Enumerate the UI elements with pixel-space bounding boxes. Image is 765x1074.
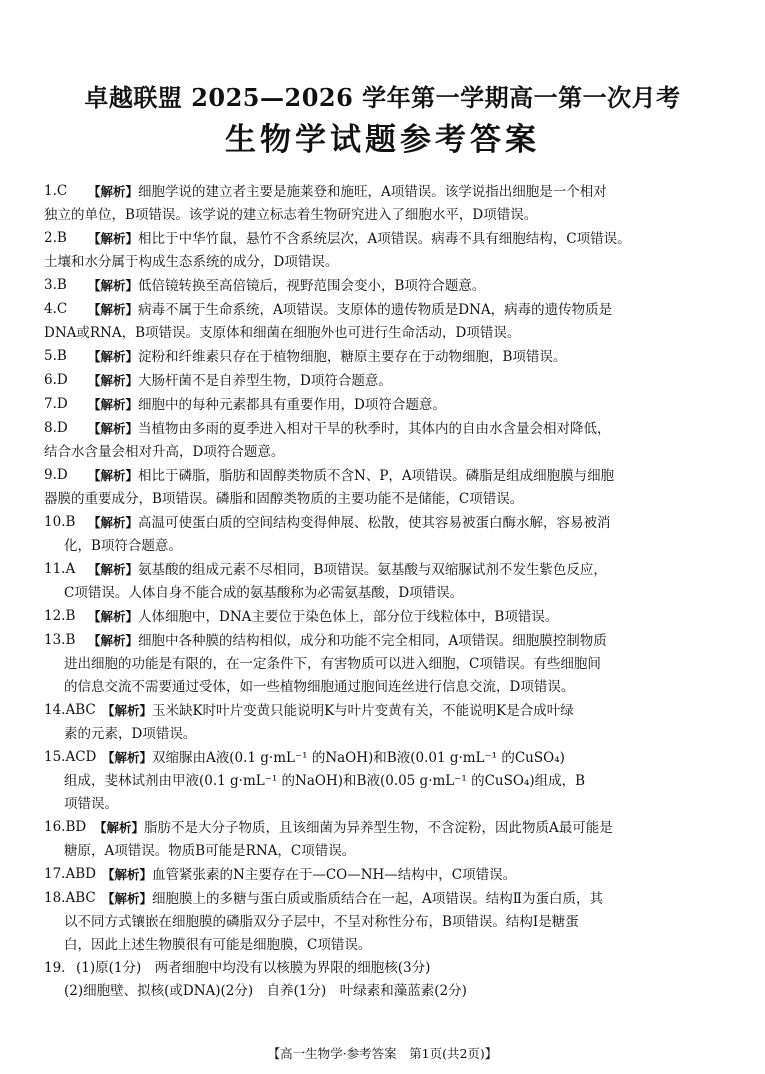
- analysis-tag: 【解析】: [88, 421, 139, 436]
- analysis-tag: 【解析】: [88, 468, 139, 483]
- answer-number: 17.ABD: [44, 866, 96, 882]
- answer-item: [44, 887, 724, 911]
- answer-number: 1.C: [44, 183, 68, 199]
- answer-item: [44, 180, 724, 204]
- answer-item: [44, 511, 724, 535]
- answer-text: 细胞学说的建立者主要是施莱登和施旺，A项错误。该学说指出细胞是一个相对: [138, 184, 607, 200]
- answer-list: [44, 180, 724, 1003]
- answer-continuation: 进出细胞的功能是有限的，在一定条件下，有害物质可以进入细胞，C项错误。有些细胞间: [64, 656, 601, 672]
- answer-text: 当植物由多雨的夏季进入相对干旱的秋季时，其体内的自由水含量会相对降低，: [138, 421, 611, 437]
- answer-number: 7.D: [44, 396, 68, 412]
- answer-number: 2.B: [44, 230, 67, 246]
- answer-continuation: 项错误。: [64, 796, 118, 812]
- answer-item: [44, 417, 724, 441]
- answer-continuation: 化，B项符合题意。: [64, 538, 182, 554]
- page-footer: 【高一生物学·参考答案 第1页(共2页)】: [267, 1046, 498, 1061]
- analysis-tag: 【解析】: [88, 278, 139, 293]
- answer-item: [44, 957, 724, 980]
- analysis-tag: 【解析】: [88, 562, 139, 577]
- analysis-tag: 【解析】: [88, 633, 139, 648]
- answer-number: 19.: [44, 960, 66, 976]
- analysis-tag: 【解析】: [88, 349, 139, 364]
- answer-text: 淀粉和纤维素只存在于植物细胞，糖原主要存在于动物细胞，B项错误。: [138, 349, 567, 365]
- answer-text: 相比于中华竹鼠，悬竹不含系统层次，A项错误。病毒不具有细胞结构，C项错误。: [138, 231, 631, 247]
- answer-text: 细胞中的每种元素都具有重要作用，D项符合题意。: [138, 397, 446, 413]
- analysis-tag: 【解析】: [102, 867, 153, 882]
- answer-item: [44, 699, 724, 723]
- answer-number: 14.ABC: [44, 702, 96, 718]
- answer-continuation: 素的元素，D项错误。: [64, 726, 197, 742]
- answer-text: 细胞膜上的多糖与蛋白质或脂质结合在一起，A项错误。结构Ⅱ为蛋白质，其: [152, 891, 603, 907]
- analysis-tag: 【解析】: [102, 750, 153, 765]
- answer-continuation: 器膜的重要成分，B项错误。磷脂和固醇类物质的主要功能不是储能，C项错误。: [44, 491, 524, 507]
- answer-number: 11.A: [44, 561, 76, 577]
- analysis-tag: 【解析】: [102, 703, 153, 718]
- answer-number: 9.D: [44, 467, 68, 483]
- answer-key-title: 生物学试题参考答案: [225, 122, 540, 158]
- answer-continuation: 组成，斐林试剂由甲液(0.1 g·mL⁻¹ 的NaOH)和B液(0.05 g·mL⁻¹ 的CuSO₄)组成，B: [64, 773, 586, 789]
- answer-item: [44, 816, 724, 840]
- analysis-tag: 【解析】: [88, 609, 139, 624]
- analysis-tag: 【解析】: [94, 820, 145, 835]
- answer-item: [44, 393, 724, 417]
- answer-item: [44, 746, 724, 770]
- answer-continuation: 糖原，A项错误。物质B可能是RNA，C项错误。: [64, 843, 356, 859]
- answer-item: [44, 464, 724, 488]
- answer-text: 相比于磷脂，脂肪和固醇类物质不含N、P，A项错误。磷脂是组成细胞膜与细胞: [138, 468, 615, 484]
- answer-text: 玉米缺K时叶片变黄只能说明K与叶片变黄有关，不能说明K是合成叶绿: [152, 703, 574, 719]
- answer-continuation: (2)细胞壁、拟核(或DNA)(2分) 自养(1分) 叶绿素和藻蓝素(2分): [64, 983, 467, 999]
- answer-continuation: 以不同方式镶嵌在细胞膜的磷脂双分子层中，不呈对称性分布，B项错误。结构Ⅰ是糖蛋: [64, 914, 579, 930]
- answer-continuation: C项错误。人体自身不能合成的氨基酸称为必需氨基酸，D项错误。: [64, 585, 464, 601]
- answer-item: [44, 227, 724, 251]
- answer-item: [44, 345, 724, 369]
- answer-continuation: DNA或RNA，B项错误。支原体和细菌在细胞外也可进行生命活动，D项错误。: [44, 325, 521, 341]
- answer-item: [44, 605, 724, 629]
- answer-text: 氨基酸的组成元素不尽相同，B项错误。氨基酸与双缩脲试剂不发生紫色反应，: [138, 562, 607, 578]
- answer-continuation: 土壤和水分属于构成生态系统的成分，D项错误。: [44, 254, 339, 270]
- analysis-tag: 【解析】: [88, 373, 139, 388]
- exam-title: 卓越联盟 2025—2026 学年第一学期高一第一次月考: [84, 83, 681, 112]
- answer-text: 人体细胞中，DNA主要位于染色体上，部分位于线粒体中，B项错误。: [138, 609, 559, 625]
- analysis-tag: 【解析】: [102, 891, 153, 906]
- answer-number: 3.B: [44, 277, 67, 293]
- answer-number: 6.D: [44, 372, 68, 388]
- answer-continuation: 独立的单位，B项错误。该学说的建立标志着生物研究进入了细胞水平，D项错误。: [44, 207, 538, 223]
- answer-item: [44, 274, 724, 298]
- answer-text: 病毒不属于生命系统，A项错误。支原体的遗传物质是DNA，病毒的遗传物质是: [138, 302, 613, 318]
- analysis-tag: 【解析】: [88, 302, 139, 317]
- answer-text: 双缩脲由A液(0.1 g·mL⁻¹ 的NaOH)和B液(0.01 g·mL⁻¹ 的CuSO₄): [152, 750, 565, 766]
- answer-number: 5.B: [44, 348, 67, 364]
- answer-item: [44, 298, 724, 322]
- analysis-tag: 【解析】: [88, 184, 139, 199]
- answer-number: 18.ABC: [44, 890, 96, 906]
- answer-text: 大肠杆菌不是自养型生物，D项符合题意。: [138, 373, 392, 389]
- answer-continuation: 结合水含量会相对升高，D项符合题意。: [44, 444, 285, 460]
- answer-number: 12.B: [44, 608, 76, 624]
- answer-number: 16.BD: [44, 819, 87, 835]
- answer-text: 细胞中各种膜的结构相似，成分和功能不完全相同，A项错误。细胞膜控制物质: [138, 633, 607, 649]
- answer-item: [44, 558, 724, 582]
- answer-number: 10.B: [44, 514, 76, 530]
- answer-text: 高温可使蛋白质的空间结构变得伸展、松散，使其容易被蛋白酶水解，容易被消: [138, 515, 611, 531]
- answer-item: [44, 863, 724, 887]
- answer-number: 15.ACD: [44, 749, 97, 765]
- analysis-tag: 【解析】: [88, 397, 139, 412]
- answer-continuation: 的信息交流不需要通过受体，如一些植物细胞通过胞间连丝进行信息交流，D项错误。: [64, 679, 575, 695]
- answer-number: 4.C: [44, 301, 68, 317]
- answer-text: 血管紧张素的N主要存在于—CO—NH—结构中，C项错误。: [152, 867, 517, 883]
- answer-item: [44, 369, 724, 393]
- answer-continuation: 白，因此上述生物膜很有可能是细胞膜，C项错误。: [64, 937, 372, 953]
- answer-number: 8.D: [44, 420, 68, 436]
- answer-text: 脂肪不是大分子物质，且该细菌为异养型生物，不含淀粉，因此物质A最可能是: [144, 820, 613, 836]
- answer-text: 低倍镜转换至高倍镜后，视野范围会变小，B项符合题意。: [138, 278, 486, 294]
- answer-item: [44, 629, 724, 653]
- answer-number: 13.B: [44, 632, 76, 648]
- analysis-tag: 【解析】: [88, 515, 139, 530]
- answer-text: (1)原(1分) 两者细胞中均没有以核膜为界限的细胞核(3分): [76, 960, 431, 976]
- analysis-tag: 【解析】: [88, 231, 139, 246]
